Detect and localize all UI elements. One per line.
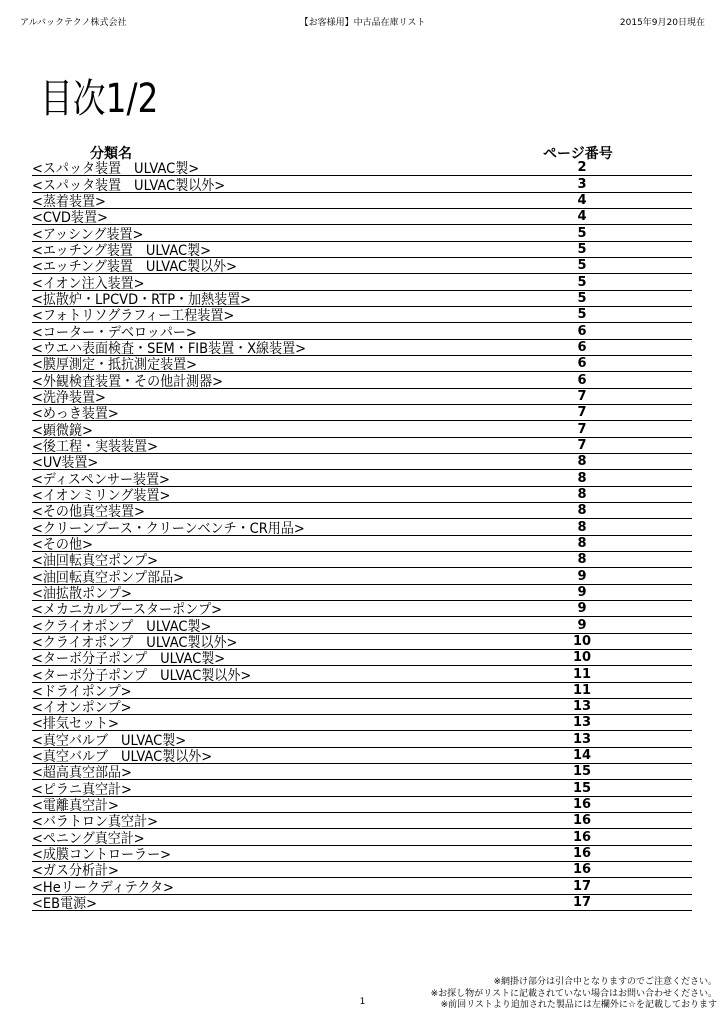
page-number-cell: 9 [577, 568, 587, 584]
report-date: 2015年9月20日現在 [619, 18, 705, 28]
category-name: <油回転真空ポンプ部品> [32, 569, 185, 586]
footer-note: ※前回リストより追加された製品には左欄外に☆を記載しております [440, 1000, 717, 1010]
category-name: <フォトリソグラフィー工程装置> [32, 308, 235, 325]
table-row [32, 470, 692, 486]
table-row [32, 454, 692, 470]
page-number-cell: 16 [572, 797, 592, 813]
page-number-cell: 9 [577, 584, 587, 600]
table-row [32, 438, 692, 454]
page-number-cell: 8 [577, 454, 587, 470]
table-row [32, 878, 692, 894]
category-name: <ペニング真空計> [32, 830, 145, 847]
category-name: <その他> [32, 536, 93, 553]
table-row [32, 780, 692, 796]
page-number-cell: 6 [577, 356, 587, 372]
page-number-cell: 10 [572, 650, 592, 666]
category-name: <バラトロン真空計> [32, 814, 158, 831]
category-name: <蒸着装置> [32, 193, 106, 210]
category-name: <超高真空部品> [32, 765, 132, 782]
table-row [32, 291, 692, 307]
category-name: <膜厚測定・抵抗測定装置> [32, 357, 198, 374]
table-row [32, 829, 692, 845]
page-number-cell: 11 [572, 682, 592, 698]
table-row [32, 862, 692, 878]
page-number-cell: 10 [572, 633, 592, 649]
category-name: <ピラニ真空計> [32, 781, 132, 798]
page-number-cell: 7 [577, 405, 587, 421]
category-name: <拡散炉・LPCVD・RTP・加熱装置> [32, 291, 252, 308]
page-number-cell: 5 [577, 241, 587, 257]
page-number-cell: 2 [577, 160, 587, 176]
table-row [32, 503, 692, 519]
page-number-cell: 17 [572, 878, 592, 894]
table-row [32, 748, 692, 764]
category-name: <顕微鏡> [32, 422, 93, 439]
table-row [32, 209, 692, 225]
category-name: <油回転真空ポンプ> [32, 553, 158, 570]
table-of-contents [32, 160, 692, 911]
table-row [32, 193, 692, 209]
page-number-cell: 15 [572, 780, 592, 796]
category-name: <CVD装置> [32, 210, 108, 227]
category-name: <外観検査装置・その他計測器> [32, 373, 224, 390]
table-row [32, 258, 692, 274]
page-number-cell: 7 [577, 437, 587, 453]
table-row [32, 519, 692, 535]
page-number-cell: 9 [577, 601, 587, 617]
category-name: <イオン注入装置> [32, 275, 145, 292]
table-row [32, 323, 692, 339]
table-row [32, 552, 692, 568]
table-row [32, 650, 692, 666]
table-row [32, 405, 692, 421]
category-name: <クライオポンプ ULVAC製> [32, 618, 212, 635]
page-number-cell: 3 [577, 176, 587, 192]
page-number-cell: 8 [577, 470, 587, 486]
category-name: <排気セット> [32, 716, 119, 733]
page-number: 1 [359, 997, 366, 1007]
category-name: <ガス分析計> [32, 863, 119, 880]
page-title: 目次1/2 [40, 76, 159, 122]
page-number-cell: 14 [572, 748, 592, 764]
table-row [32, 797, 692, 813]
company-name: アルバックテクノ株式会社 [20, 18, 127, 28]
page-number-cell: 8 [577, 519, 587, 535]
category-name: <UV装置> [32, 455, 99, 472]
page-number-cell: 9 [577, 617, 587, 633]
table-row [32, 813, 692, 829]
table-row [32, 895, 692, 911]
category-name: <コーター・デベロッパー> [32, 324, 197, 341]
page-number-cell: 7 [577, 421, 587, 437]
page-number-cell: 13 [572, 731, 592, 747]
category-name: <ディスペンサー装置> [32, 471, 170, 488]
page-number-cell: 6 [577, 372, 587, 388]
category-column-header: 分類名 [90, 146, 132, 162]
table-row [32, 274, 692, 290]
page-number-cell: 11 [572, 666, 592, 682]
table-row [32, 356, 692, 372]
category-name: <めっき装置> [32, 406, 119, 423]
table-row [32, 568, 692, 584]
category-name: <洗浄装置> [32, 389, 106, 406]
category-name: <クリーンブース・クリーンベンチ・CR用品> [32, 520, 305, 537]
category-name: <EB電源> [32, 896, 98, 913]
page-number-cell: 5 [577, 225, 587, 241]
table-row [32, 176, 692, 192]
table-row [32, 683, 692, 699]
category-name: <ウエハ表面検査・SEM・FIB装置・X線装置> [32, 340, 307, 357]
category-name: <クライオポンプ ULVAC製以外> [32, 634, 238, 651]
table-row [32, 160, 692, 176]
table-row [32, 389, 692, 405]
table-row [32, 242, 692, 258]
page-number-cell: 6 [577, 339, 587, 355]
table-row [32, 699, 692, 715]
page-number-cell: 16 [572, 829, 592, 845]
category-name: <真空バルブ ULVAC製> [32, 732, 187, 749]
footer-note: ※お探し物がリストに記載されていない場合はお問い合わせください。 [430, 988, 717, 999]
page-number-cell: 15 [572, 764, 592, 780]
footer-note: ※網掛け部分は引合中となりますのでご注意ください。 [493, 977, 717, 987]
category-name: <イオンポンプ> [32, 700, 132, 717]
category-name: <後工程・実装装置> [32, 438, 158, 455]
page-number-cell: 8 [577, 552, 587, 568]
table-row [32, 846, 692, 862]
page-number-cell: 13 [572, 699, 592, 715]
page-number-cell: 8 [577, 503, 587, 519]
page-number-cell: 8 [577, 535, 587, 551]
table-row [32, 536, 692, 552]
table-row [32, 601, 692, 617]
category-name: <スパッタ装置 ULVAC製> [32, 161, 200, 178]
category-name: <その他真空装置> [32, 504, 145, 521]
category-name: <ドライポンプ> [32, 683, 132, 700]
page-number-cell: 5 [577, 307, 587, 323]
category-name: <メカニカルブースターポンプ> [32, 602, 223, 619]
category-name: <ターボ分子ポンプ ULVAC製以外> [32, 667, 252, 684]
table-row [32, 666, 692, 682]
category-name: <電離真空計> [32, 798, 119, 815]
table-row [32, 307, 692, 323]
category-name: <油拡散ポンプ> [32, 585, 132, 602]
category-name: <イオンミリング装置> [32, 487, 171, 504]
category-name: <エッチング装置 ULVAC製以外> [32, 259, 238, 276]
table-row [32, 340, 692, 356]
page-number-cell: 4 [577, 209, 587, 225]
page-number-cell: 8 [577, 486, 587, 502]
table-row [32, 764, 692, 780]
document-title: 【お客様用】中古品在庫リスト [299, 18, 426, 28]
page-number-cell: 16 [572, 813, 592, 829]
category-name: <Heリークディテクタ> [32, 879, 174, 896]
table-row [32, 225, 692, 241]
category-name: <エッチング装置 ULVAC製> [32, 242, 212, 259]
page-number-cell: 6 [577, 323, 587, 339]
table-row [32, 487, 692, 503]
page-column-header: ページ番号 [543, 146, 613, 162]
page-number-cell: 17 [572, 895, 592, 911]
category-name: <スパッタ装置 ULVAC製以外> [32, 177, 226, 194]
category-name: <ターボ分子ポンプ ULVAC製> [32, 651, 226, 668]
category-name: <成膜コントローラー> [32, 847, 172, 864]
table-row [32, 421, 692, 437]
page-number-cell: 5 [577, 274, 587, 290]
table-row [32, 731, 692, 747]
page-number-cell: 7 [577, 388, 587, 404]
category-name: <アッシング装置> [32, 226, 144, 243]
table-row [32, 585, 692, 601]
page-number-cell: 13 [572, 715, 592, 731]
page-number-cell: 4 [577, 192, 587, 208]
page-number-cell: 16 [572, 862, 592, 878]
page-number-cell: 5 [577, 290, 587, 306]
category-name: <真空バルブ ULVAC製以外> [32, 749, 213, 766]
table-row [32, 372, 692, 388]
table-row [32, 617, 692, 633]
table-row [32, 634, 692, 650]
page-number-cell: 5 [577, 258, 587, 274]
page-number-cell: 16 [572, 846, 592, 862]
table-row [32, 715, 692, 731]
